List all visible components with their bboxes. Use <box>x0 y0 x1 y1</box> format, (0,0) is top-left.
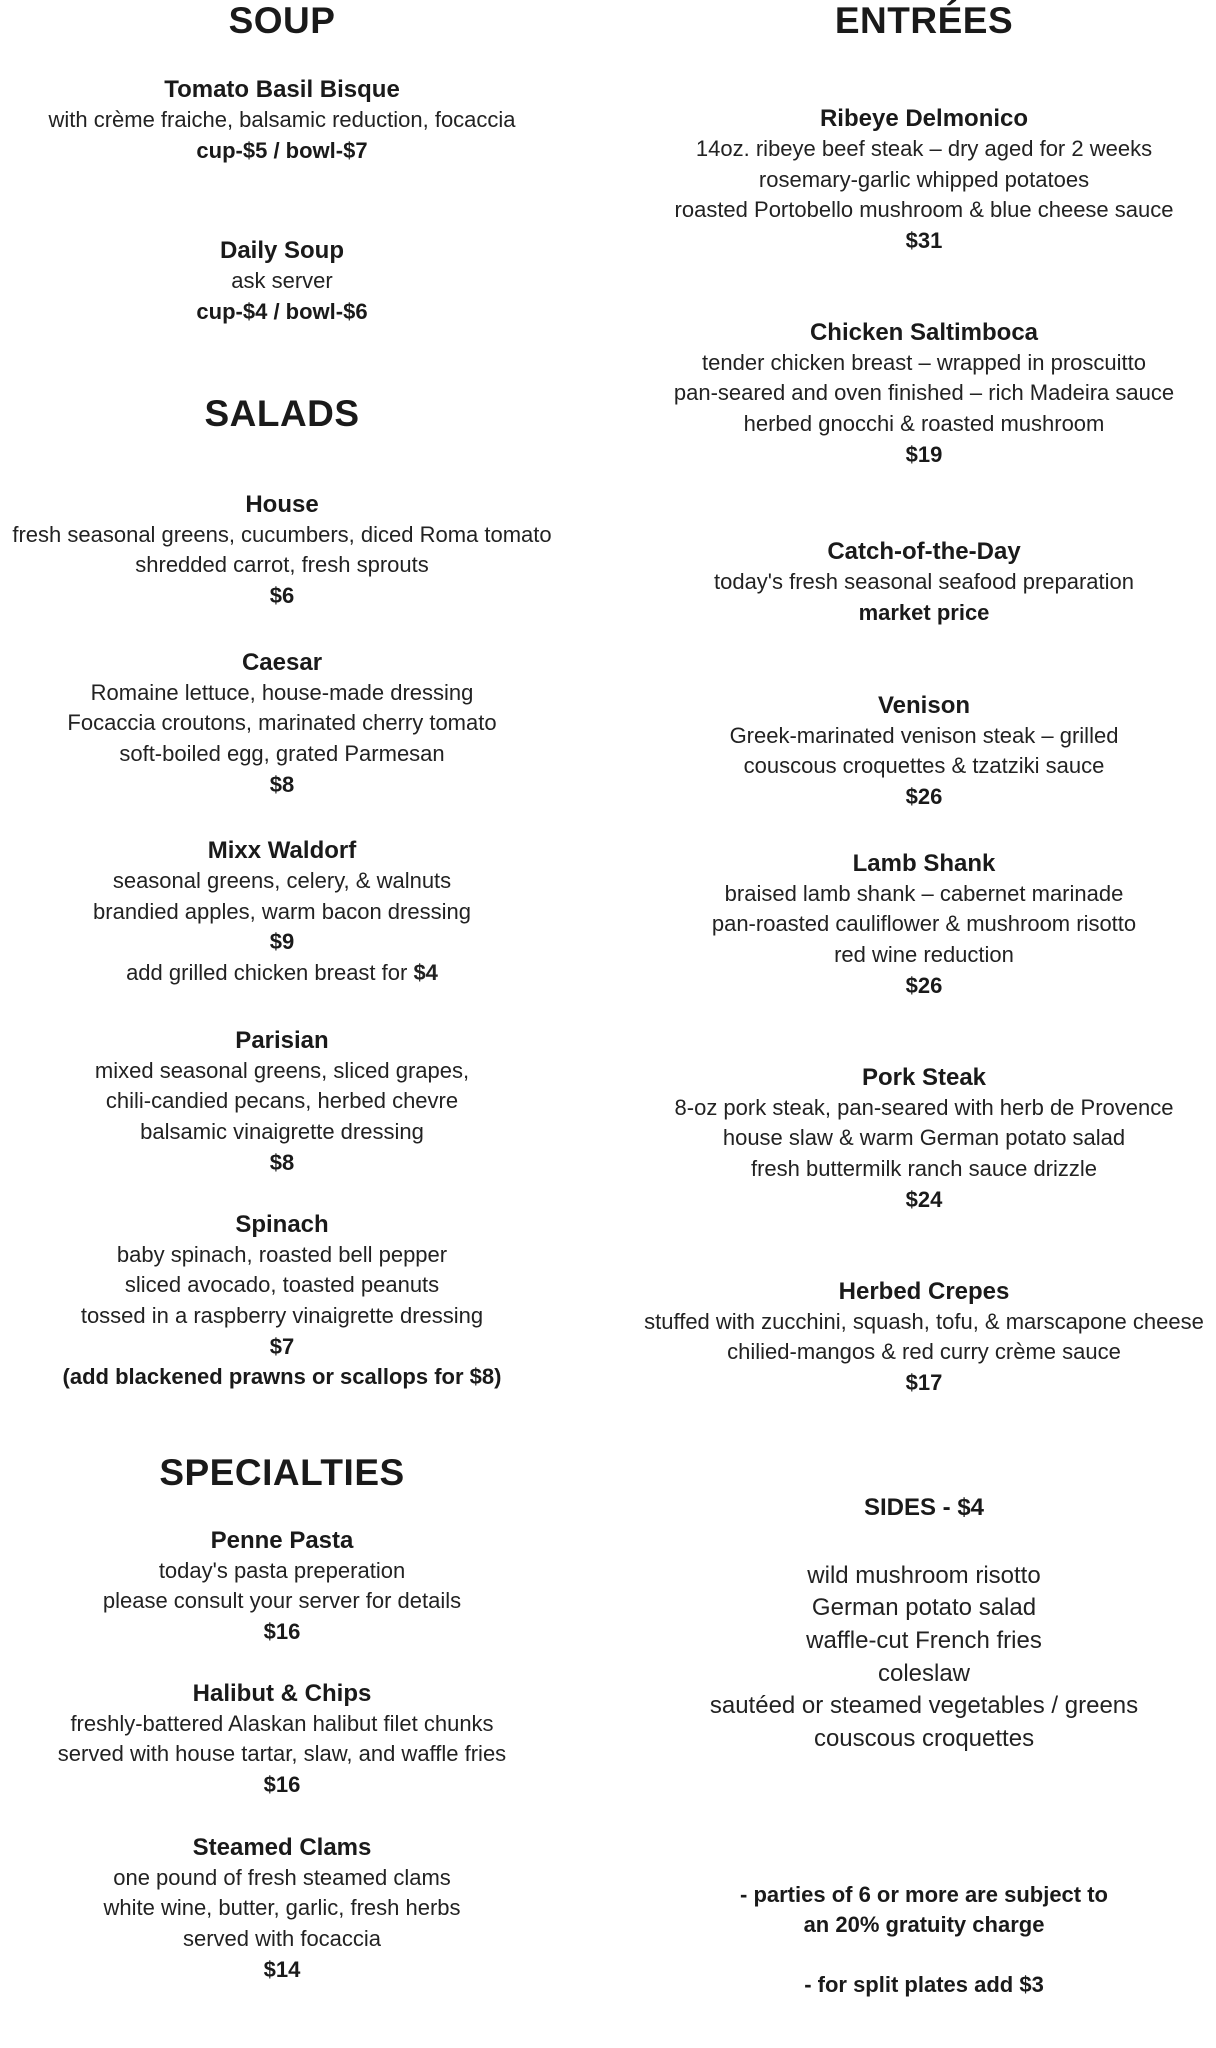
specialties-heading: SPECIALTIES <box>159 1452 405 1493</box>
item-description: today's pasta preperation <box>158 1558 406 1583</box>
item-description: pan-roasted cauliflower & mushroom risotto <box>711 911 1137 936</box>
item-price: $7 <box>269 1334 295 1359</box>
item-description: sliced avocado, toasted peanuts <box>124 1272 440 1297</box>
item-description: with crème fraiche, balsamic reduction, focaccia <box>48 107 516 132</box>
item-description: fresh buttermilk ranch sauce drizzle <box>750 1156 1098 1181</box>
item-description: ask server <box>231 268 333 293</box>
gratuity-note: - parties of 6 or more are subject to <box>740 1882 1108 1907</box>
item-addon <box>126 960 438 986</box>
item-price: $19 <box>905 442 943 467</box>
side-item: sautéed or steamed vegetables / greens <box>709 1692 1139 1719</box>
side-item: couscous croquettes <box>813 1725 1035 1752</box>
item-description: 14oz. ribeye beef steak – dry aged for 2 weeks <box>695 136 1153 161</box>
item-description: tender chicken breast – wrapped in proscuitto <box>702 350 1146 375</box>
item-description: shredded carrot, fresh sprouts <box>135 552 429 577</box>
item-description: white wine, butter, garlic, fresh herbs <box>103 1895 461 1920</box>
item-description: soft-boiled egg, grated Parmesan <box>119 741 445 766</box>
item-description: braised lamb shank – cabernet marinade <box>724 881 1124 906</box>
item-name: Catch-of-the-Day <box>827 538 1021 565</box>
side-item: German potato salad <box>811 1594 1037 1621</box>
item-description: freshly-battered Alaskan halibut filet chunks <box>70 1711 494 1736</box>
item-name: Tomato Basil Bisque <box>164 76 400 103</box>
item-description: herbed gnocchi & roasted mushroom <box>743 411 1105 436</box>
item-name: House <box>245 491 319 518</box>
item-description: today's fresh seasonal seafood preparation <box>713 569 1135 594</box>
item-extra: (add blackened prawns or scallops for $8) <box>62 1364 502 1389</box>
item-description: house slaw & warm German potato salad <box>722 1125 1126 1150</box>
entrees-heading: ENTRÉES <box>834 0 1014 41</box>
item-name: Lamb Shank <box>852 850 996 877</box>
item-name: Chicken Saltimboca <box>809 319 1039 346</box>
item-description: stuffed with zucchini, squash, tofu, & marscapone cheese <box>644 1309 1204 1334</box>
item-name: Steamed Clams <box>192 1834 372 1861</box>
item-description: chili-candied pecans, herbed chevre <box>105 1088 459 1113</box>
item-description: seasonal greens, celery, & walnuts <box>112 868 452 893</box>
split-plate-note: - for split plates add $3 <box>804 1972 1044 1997</box>
item-description: served with focaccia <box>182 1926 382 1951</box>
item-name: Herbed Crepes <box>838 1278 1010 1305</box>
item-price: $8 <box>269 772 295 797</box>
side-item: waffle-cut French fries <box>806 1627 1042 1654</box>
item-description: roasted Portobello mushroom & blue cheese sauce <box>674 197 1174 222</box>
item-name: Mixx Waldorf <box>207 837 357 864</box>
item-price: $16 <box>263 1772 301 1797</box>
item-name: Penne Pasta <box>210 1527 354 1554</box>
item-description: tossed in a raspberry vinaigrette dressing <box>80 1303 484 1328</box>
item-price: market price <box>858 600 990 625</box>
item-price: cup-$5 / bowl-$7 <box>196 138 368 163</box>
item-description: fresh seasonal greens, cucumbers, diced Roma tomato <box>12 522 552 547</box>
item-price: $16 <box>263 1619 301 1644</box>
item-name: Halibut & Chips <box>192 1680 372 1707</box>
item-price: $8 <box>269 1150 295 1175</box>
item-description: brandied apples, warm bacon dressing <box>93 899 471 924</box>
item-description: red wine reduction <box>834 942 1014 967</box>
addon-text: add grilled chicken breast for <box>126 960 414 985</box>
item-description: rosemary-garlic whipped potatoes <box>758 167 1090 192</box>
item-description: Focaccia croutons, marinated cherry tomato <box>67 710 497 735</box>
item-description: balsamic vinaigrette dressing <box>140 1119 424 1144</box>
item-price: $31 <box>905 228 943 253</box>
addon-price: $4 <box>413 960 438 985</box>
item-description: one pound of fresh steamed clams <box>113 1865 451 1890</box>
item-name: Caesar <box>241 649 323 676</box>
item-description: Greek-marinated venison steak – grilled <box>729 723 1119 748</box>
item-price: $9 <box>269 929 295 954</box>
side-item: wild mushroom risotto <box>807 1562 1041 1589</box>
item-name: Ribeye Delmonico <box>819 105 1029 132</box>
item-price: $24 <box>905 1187 943 1212</box>
item-price: $26 <box>905 973 943 998</box>
item-name: Daily Soup <box>219 237 345 264</box>
salads-heading: SALADS <box>204 393 360 434</box>
item-price: $6 <box>269 583 295 608</box>
item-description: chilied-mangos & red curry crème sauce <box>727 1339 1121 1364</box>
item-price: $26 <box>905 784 943 809</box>
gratuity-note-cont: an 20% gratuity charge <box>803 1912 1045 1937</box>
item-description: mixed seasonal greens, sliced grapes, <box>94 1058 470 1083</box>
side-item: coleslaw <box>877 1660 971 1687</box>
item-description: couscous croquettes & tzatziki sauce <box>743 753 1105 778</box>
item-name: Parisian <box>235 1027 329 1054</box>
item-description: pan-seared and oven finished – rich Madeira sauce <box>673 380 1175 405</box>
item-description: baby spinach, roasted bell pepper <box>116 1242 448 1267</box>
item-description: please consult your server for details <box>102 1588 462 1613</box>
item-name: Pork Steak <box>861 1064 987 1091</box>
item-price: $14 <box>263 1957 301 1982</box>
item-name: Spinach <box>235 1211 329 1238</box>
sides-heading: SIDES - $4 <box>863 1494 985 1521</box>
item-name: Venison <box>877 692 971 719</box>
item-price: cup-$4 / bowl-$6 <box>196 299 368 324</box>
soup-heading: SOUP <box>228 0 336 41</box>
item-description: 8-oz pork steak, pan-seared with herb de Provence <box>674 1095 1174 1120</box>
item-description: Romaine lettuce, house-made dressing <box>90 680 474 705</box>
item-price: $17 <box>905 1370 943 1395</box>
item-description: served with house tartar, slaw, and waffle fries <box>57 1741 507 1766</box>
